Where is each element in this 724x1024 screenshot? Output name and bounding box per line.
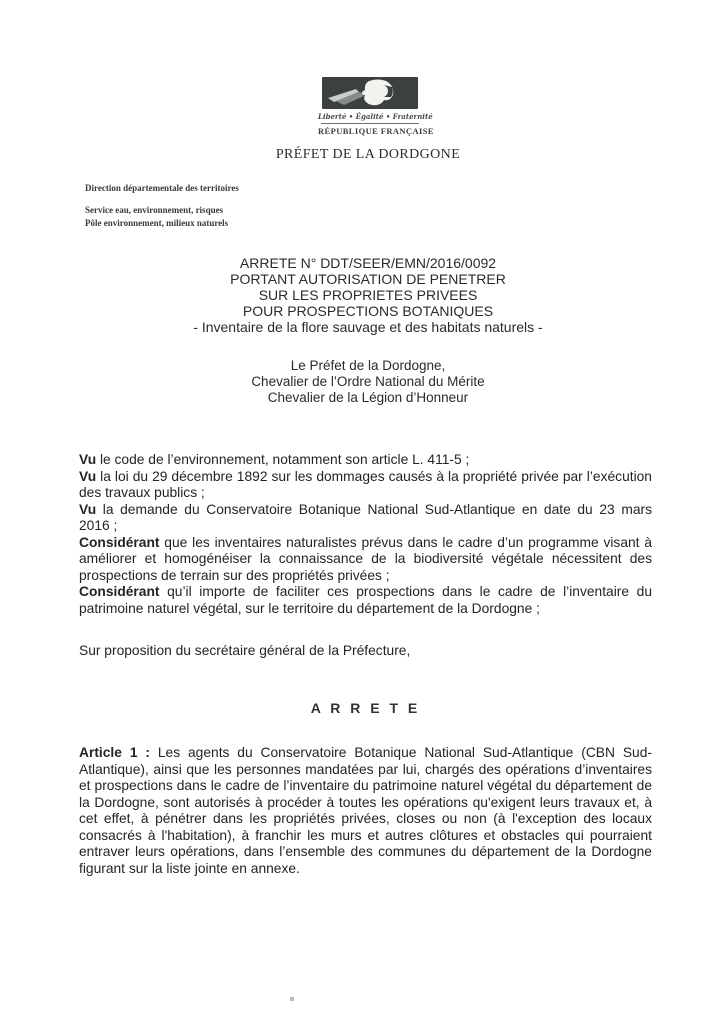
recital-lead: Vu [79, 452, 97, 467]
decree-title-line-1: ARRETE N° DDT/SEER/EMN/2016/0092 [239, 255, 497, 271]
recital-lead: Vu [79, 501, 97, 517]
prefecture-title: PRÉFET DE LA DORDGONE [275, 147, 461, 162]
decree-title-line-4: POUR PROSPECTIONS BOTANIQUES [242, 303, 494, 319]
article-1-lead: Article 1 : [79, 745, 150, 760]
recital-text: le code de l’environnement, notamment son article L. 411-5 ; [96, 452, 470, 467]
recital-vu-2 [79, 469, 652, 502]
arrete-heading: A R R E T E [310, 699, 421, 716]
salutation-line-3: Chevalier de la Légion d’Honneur [267, 390, 469, 405]
article-1-text: Les agents du Conservatoire Botanique National Sud-Atlantique (CBN Sud-Atlantique), ainsi que les personnes mandatées par lui, chargés des opérations d’inventaires et prospections dans le cadre de l’inventaire du patrimoine naturel végétal du département de la Dordogne, sont autorisés à procéder à toutes les opérations qu'exigent leurs travaux et, à cet effet, à pénétrer dans les propriétés privées, closes ou non (à l'exception des locaux consacrés à l'habitation), à franchir les murs et autres clôtures et obstacles qui pourraient entraver leurs opérations, dans l’ensemble des communes du département de la Dordogne figurant sur la liste jointe en annexe. [79, 745, 652, 876]
salutation-block [6, 358, 724, 406]
recital-text: la demande du Conservatoire Botanique National Sud-Atlantique en date du 23 mars 2016 ; [79, 501, 652, 533]
proposition-line: Sur proposition du secrétaire général de la Préfecture, [79, 643, 411, 658]
recital-vu-1 [79, 452, 652, 469]
recital-lead: Considérant [79, 584, 160, 599]
recital-vu-3 [79, 502, 652, 535]
scan-speck [290, 997, 294, 1001]
logo-divider [321, 123, 419, 124]
marianne-logo-icon [322, 77, 418, 109]
salutation-line-1: Le Préfet de la Dordogne, [290, 358, 446, 373]
recital-lead: Considérant [79, 534, 160, 550]
department-block [85, 182, 239, 230]
recital-text: que les inventaires naturalistes prévus dans le cadre d’un programme visant à améliorer et homogénéiser la connaissance de la biodiversité végétale nécessitent des prospections de terrain sur des propriétés privées ; [79, 534, 652, 583]
decree-title-line-2: PORTANT AUTORISATION DE PENETRER [230, 271, 506, 287]
decree-title-line-3: SUR LES PROPRIETES PRIVEES [258, 287, 478, 303]
salutation-line-2: Chevalier de l’Ordre National du Mérite [251, 374, 485, 389]
article-1 [79, 745, 652, 877]
department-line-2: Service eau, environnement, risques [85, 205, 224, 215]
recital-considerant-2 [79, 584, 652, 617]
department-line-1: Direction départementale des territoires [85, 183, 239, 193]
decree-title-line-5: - Inventaire de la flore sauvage et des habitats naturels - [193, 319, 543, 335]
republique-francaise-logo [318, 77, 434, 136]
department-line-3: Pôle environnement, milieux naturels [85, 218, 229, 228]
logo-motto: Liberté • Égalité • Fraternité [318, 112, 433, 121]
recital-considerant-1 [79, 535, 652, 585]
document-body [79, 452, 652, 877]
recital-text: la loi du 29 décembre 1892 sur les dommages causés à la propriété privée par l’exécution des travaux publics ; [79, 468, 652, 500]
decree-title [6, 255, 724, 335]
recital-lead: Vu [79, 468, 97, 484]
logo-republic-label: RÉPUBLIQUE FRANÇAISE [318, 126, 434, 136]
recital-text: qu’il importe de faciliter ces prospections dans le cadre de l’inventaire du patrimoine naturel végétal, sur le territoire du département de la Dordogne ; [79, 584, 652, 616]
